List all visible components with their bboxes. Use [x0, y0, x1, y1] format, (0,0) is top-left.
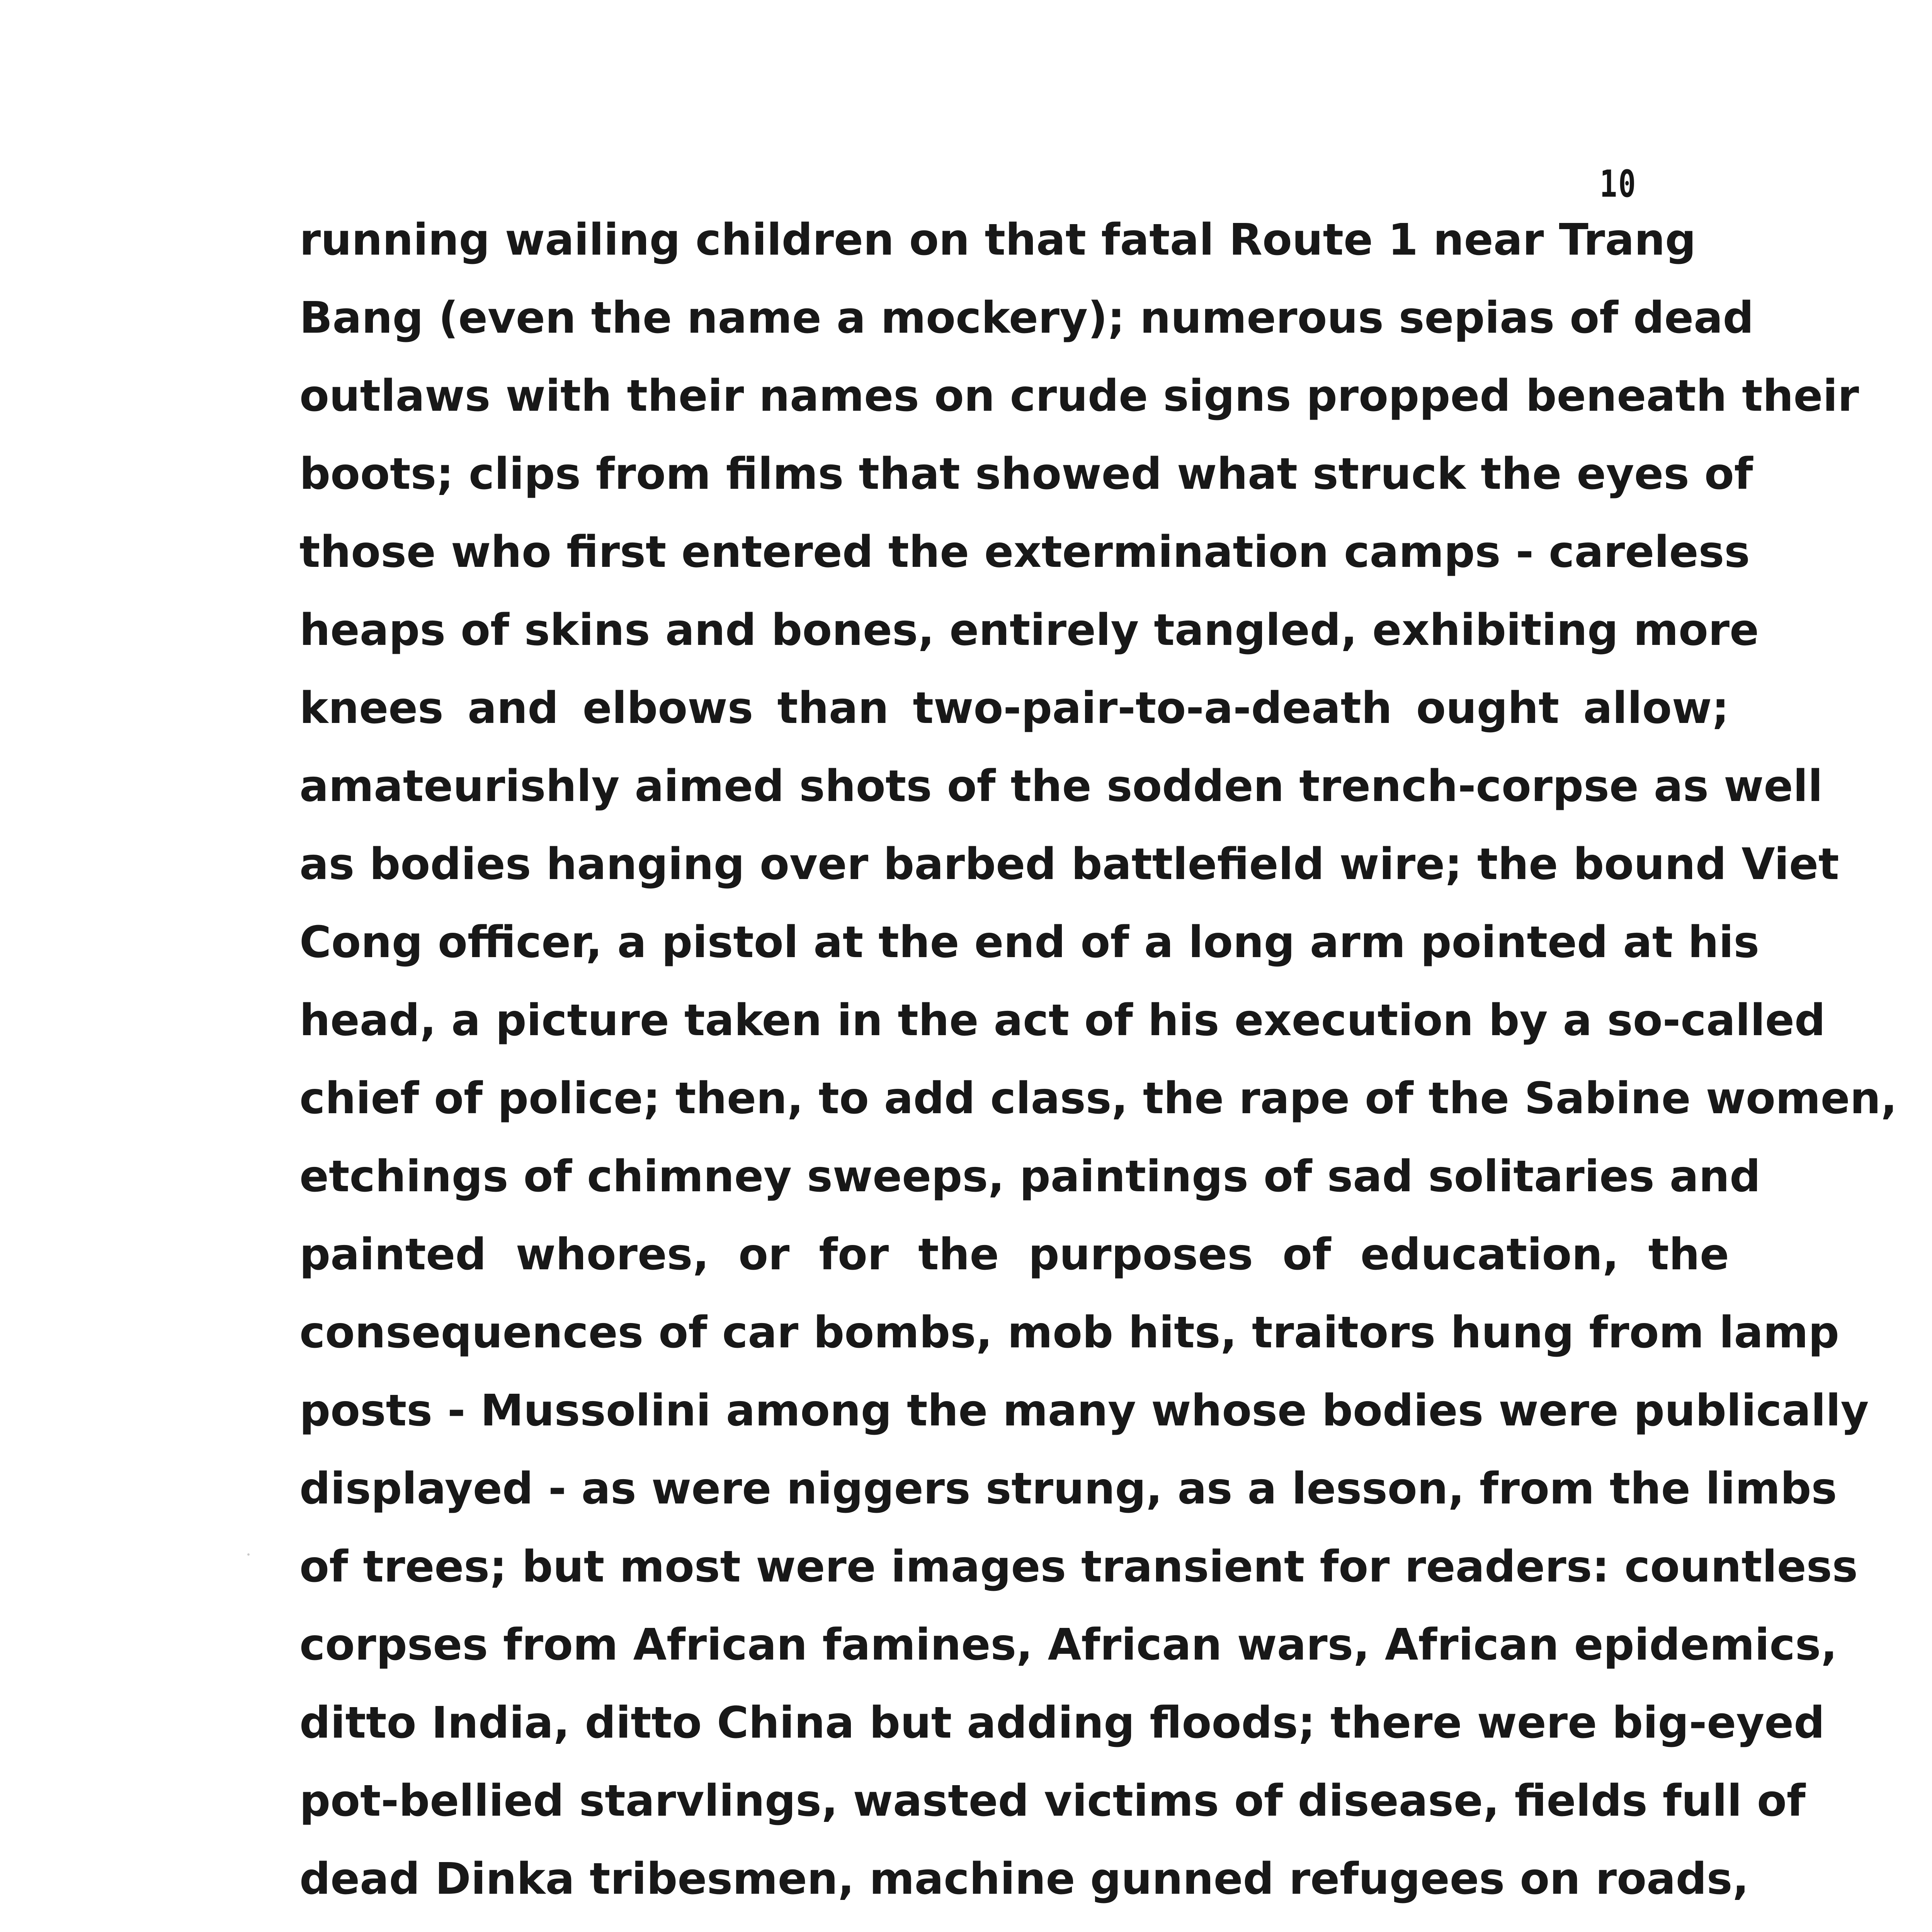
text-line: dead Dinka tribesmen, machine gunned refugees on roads, [299, 1854, 1749, 1904]
text-line: amateurishly aimed shots of the sodden trench-corpse as well [299, 761, 1823, 811]
text-line: knees and elbows than two-pair-to-a-death ought allow; [299, 683, 1729, 733]
text-line: consequences of car bombs, mob hits, traitors hung from lamp [299, 1308, 1839, 1358]
text-line: painted whores, or for the purposes of education, the [299, 1230, 1729, 1280]
text-line: posts - Mussolini among the many whose bodies were publically [299, 1386, 1869, 1436]
text-line: outlaws with their names on crude signs propped beneath their [299, 371, 1859, 421]
text-line: ditto India, ditto China but adding floods; there were big-eyed [299, 1698, 1825, 1748]
text-line: corpses from African famines, African wars, African epidemics, [299, 1620, 1837, 1670]
text-line: pot-bellied starvlings, wasted victims of disease, fields full of [299, 1776, 1806, 1826]
text-line: chief of police; then, to add class, the rape of the Sabine women, [299, 1073, 1897, 1124]
body-text [299, 201, 1897, 1932]
text-line: those who first entered the extermination camps - careless [299, 527, 1750, 577]
text-line: displayed - as were niggers strung, as a lesson, from the limbs [299, 1464, 1837, 1514]
text-line: as bodies hanging over barbed battlefield wire; the bound Viet [299, 839, 1839, 889]
text-line: of trees; but most were images transient for readers: countless [299, 1542, 1858, 1592]
text-line: running wailing children on that fatal Route 1 near Trang [299, 215, 1696, 265]
page-number: 10 [1600, 162, 1637, 206]
text-line: heaps of skins and bones, entirely tangled, exhibiting more [299, 605, 1759, 655]
text-line [299, 1918, 1729, 1932]
text-line: Cong officer, a pistol at the end of a long arm pointed at his [299, 917, 1760, 968]
text-line: etchings of chimney sweeps, paintings of sad solitaries and [299, 1151, 1761, 1202]
scan-speck [247, 1553, 250, 1556]
text-line: boots; clips from films that showed what struck the eyes of [299, 449, 1753, 499]
text-line: head, a picture taken in the act of his execution by a so-called [299, 995, 1826, 1046]
text-line: Bang (even the name a mockery); numerous sepias of dead [299, 293, 1754, 343]
